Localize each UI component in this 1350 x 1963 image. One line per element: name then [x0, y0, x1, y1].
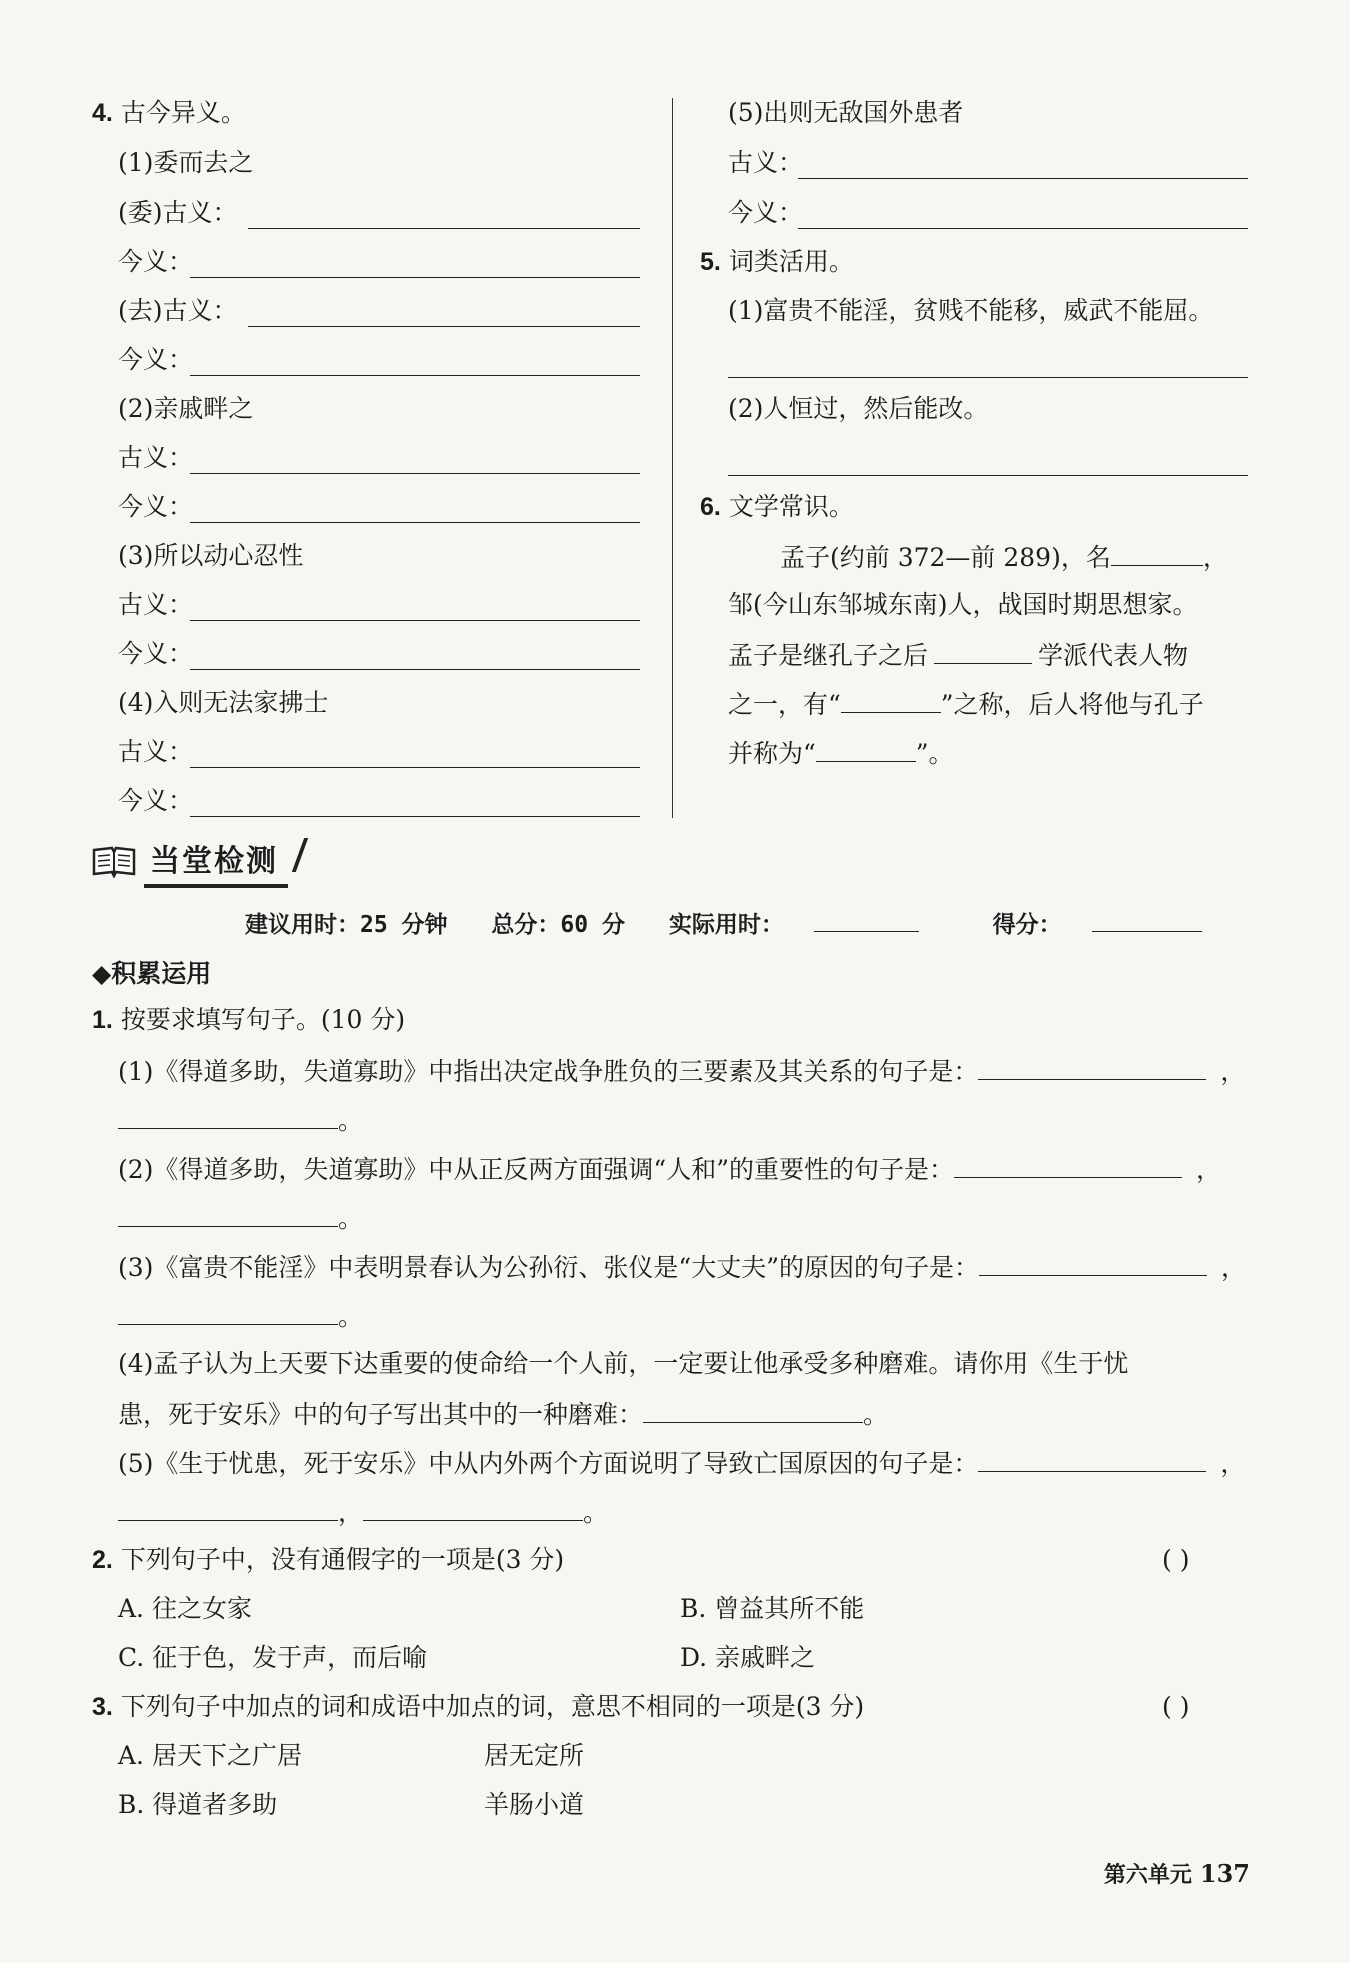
column-divider — [672, 98, 673, 818]
q1-item-5-blank-a[interactable] — [978, 1445, 1206, 1472]
q1-item-5-comma: ， — [1220, 1449, 1246, 1478]
q4-item-1-wei-ancient-blank[interactable] — [248, 228, 640, 229]
q1-item-4-line-1: (4)孟子认为上天要下达重要的使命给一个人前，一定要让他承受多种磨难。请你用《生于忧 — [118, 1349, 1129, 1378]
q4-item-3-ancient-label: 古义： — [118, 590, 194, 619]
q1-item-3-comma: ， — [1220, 1253, 1246, 1282]
q1-item-1-cont — [118, 1102, 363, 1138]
open-book-icon — [92, 844, 136, 878]
score-field — [993, 912, 1232, 938]
q2-answer-paren[interactable]: ( ) — [1162, 1545, 1190, 1574]
q1-item-4-text: 患，死于安乐》中的句子写出其中的一种磨难： — [118, 1400, 644, 1429]
q1-number: 1. — [92, 1006, 113, 1034]
section-title: 当堂检测 — [144, 834, 288, 888]
q3-option-a-idiom: 居无定所 — [484, 1741, 585, 1770]
q1-item-5-cont — [118, 1494, 608, 1530]
q4-item-1-qu-modern-label: 今义： — [118, 345, 194, 374]
q4-item-5-ancient-label: 古义： — [728, 148, 804, 177]
q6-line-3-text-a: 孟子是继孔子之后 — [728, 641, 929, 670]
q4-item-4-modern-label: 今义： — [118, 786, 194, 815]
q4-item-5-modern-label: 今义： — [728, 198, 804, 227]
q4-item-1-wei-modern-blank[interactable] — [190, 277, 640, 278]
q4-item-4-modern-blank[interactable] — [190, 816, 640, 817]
q4-item-1-qu-ancient-blank[interactable] — [248, 326, 640, 327]
q6-title-blank[interactable] — [841, 686, 941, 713]
page-footer — [1104, 1858, 1250, 1889]
q4-item-3-modern-blank[interactable] — [190, 669, 640, 670]
q1-item-5 — [118, 1445, 1245, 1481]
q4-item-1-qu-modern-blank[interactable] — [190, 375, 640, 376]
q1-item-3-text: (3)《富贵不能淫》中表明景春认为公孙衍、张仪是“大丈夫”的原因的句子是： — [118, 1253, 979, 1282]
q2-option-d: D. 亲戚畔之 — [680, 1643, 816, 1672]
q4-heading — [92, 96, 246, 130]
q1-item-2-text: (2)《得道多助，失道寡助》中从正反两方面强调“人和”的重要性的句子是： — [118, 1155, 954, 1184]
q2-option-c: C. 征于色，发于声，而后喻 — [118, 1643, 428, 1672]
subsection-heading: ◆积累运用 — [92, 959, 212, 988]
q5-item-1: (1)富贵不能淫，贫贱不能移，威武不能屈。 — [728, 296, 1214, 325]
score-label: 得分： — [992, 912, 1062, 938]
q5-number: 5. — [700, 248, 721, 276]
score-blank[interactable] — [1092, 909, 1202, 932]
q3-answer-paren[interactable]: ( ) — [1162, 1692, 1190, 1721]
q1-item-1-blank-a[interactable] — [978, 1053, 1206, 1080]
q3-heading — [92, 1690, 864, 1724]
q2-option-b: B. 曾益其所不能 — [680, 1594, 865, 1623]
q1-item-3-cont — [118, 1298, 363, 1334]
q3-option-b-sentence: B. 得道者多助 — [118, 1790, 278, 1819]
q1-item-5-blank-b[interactable] — [118, 1494, 338, 1521]
q1-item-5-mid-comma: ， — [338, 1498, 364, 1527]
unit-label: 第六单元 — [1103, 1863, 1192, 1888]
q1-title: 按要求填写句子。(10 分) — [120, 1005, 406, 1034]
q4-item-4: (4)入则无法家拂士 — [118, 688, 329, 717]
q1-item-4-blank[interactable] — [643, 1396, 863, 1423]
q6-line-1-comma: ， — [1202, 543, 1228, 572]
q1-item-1-period: 。 — [338, 1106, 364, 1135]
q6-number: 6. — [700, 493, 721, 521]
q1-item-1-text: (1)《得道多助，失道寡助》中指出决定战争胜负的三要素及其关系的句子是： — [118, 1057, 979, 1086]
q1-item-5-blank-c[interactable] — [363, 1494, 583, 1521]
q1-item-1 — [118, 1053, 1245, 1089]
q1-item-2 — [118, 1151, 1221, 1187]
q2-option-a: A. 往之女家 — [118, 1594, 252, 1623]
q4-item-1-wei-ancient-label: (委)古义： — [118, 198, 238, 227]
q4-item-1-wei-modern-label: 今义： — [118, 247, 194, 276]
q1-heading — [92, 1003, 405, 1037]
q4-item-3: (3)所以动心忍性 — [118, 541, 304, 570]
actual-time-blank[interactable] — [814, 909, 919, 932]
q6-line-3-text-b: 学派代表人物 — [1038, 641, 1189, 670]
q4-title: 古今异义。 — [120, 98, 246, 127]
q6-name-blank[interactable] — [1111, 539, 1203, 566]
q2-number: 2. — [92, 1546, 113, 1574]
q4-item-2-modern-blank[interactable] — [190, 522, 640, 523]
q5-heading — [700, 245, 854, 279]
q1-item-3-blank-a[interactable] — [979, 1249, 1207, 1276]
q4-item-2-ancient-label: 古义： — [118, 443, 194, 472]
q1-item-4-line-2 — [118, 1396, 888, 1432]
q1-item-2-blank-b[interactable] — [118, 1200, 338, 1227]
section-header — [92, 840, 288, 882]
q4-item-3-modern-label: 今义： — [118, 639, 194, 668]
q6-line-4-text-a: 之一，有“ — [728, 690, 841, 719]
suggested-time: 建议用时：25 分钟 — [245, 912, 448, 938]
q4-item-5-ancient-blank[interactable] — [798, 178, 1248, 179]
q4-item-5: (5)出则无敌国外患者 — [728, 98, 964, 127]
q1-item-2-blank-a[interactable] — [954, 1151, 1182, 1178]
actual-time-label: 实际用时： — [668, 912, 784, 938]
q6-school-blank[interactable] — [934, 637, 1032, 664]
q4-item-1: (1)委而去之 — [118, 148, 254, 177]
q1-item-2-comma: ， — [1195, 1155, 1221, 1184]
total-score: 总分：60 分 — [491, 912, 625, 938]
q4-item-2: (2)亲戚畔之 — [118, 394, 254, 423]
q4-item-4-ancient-blank[interactable] — [190, 767, 640, 768]
q3-number: 3. — [92, 1693, 113, 1721]
q1-item-3-period: 。 — [338, 1302, 364, 1331]
actual-time-field — [669, 912, 949, 938]
test-meta — [245, 906, 1262, 939]
q4-item-2-modern-label: 今义： — [118, 492, 194, 521]
q2-title: 下列句子中，没有通假字的一项是(3 分) — [120, 1545, 565, 1574]
q1-item-1-blank-b[interactable] — [118, 1102, 338, 1129]
q1-item-3 — [118, 1249, 1246, 1285]
q6-line-3 — [728, 637, 1188, 673]
q6-title: 文学常识。 — [728, 492, 854, 521]
q4-item-2-ancient-blank[interactable] — [190, 473, 640, 474]
q1-item-2-period: 。 — [338, 1204, 364, 1233]
q1-item-3-blank-b[interactable] — [118, 1298, 338, 1325]
q1-item-5-text: (5)《生于忧患，死于安乐》中从内外两个方面说明了导致亡国原因的句子是： — [118, 1449, 979, 1478]
q5-item-2: (2)人恒过，然后能改。 — [728, 394, 989, 423]
page-number: 137 — [1199, 1859, 1250, 1888]
q4-item-5-modern-blank[interactable] — [798, 228, 1248, 229]
q6-line-4 — [728, 686, 1204, 722]
q6-joint-name-blank[interactable] — [816, 735, 916, 762]
q6-line-4-text-b: ”之称，后人将他与孔子 — [940, 690, 1204, 719]
q6-line-5-text-a: 并称为“ — [728, 739, 816, 768]
q6-line-1 — [780, 539, 1228, 575]
q5-item-1-blank[interactable] — [728, 377, 1248, 378]
q6-line-1-text: 孟子(约前 372—前 289)，名 — [780, 543, 1111, 572]
q6-line-5-text-b: ”。 — [915, 739, 954, 768]
q3-title: 下列句子中加点的词和成语中加点的词，意思不相同的一项是(3 分) — [120, 1692, 865, 1721]
q3-option-a-sentence: A. 居天下之广居 — [118, 1741, 302, 1770]
q4-item-1-qu-ancient-label: (去)古义： — [118, 296, 238, 325]
q1-item-1-comma: ， — [1220, 1057, 1246, 1086]
q6-heading — [700, 490, 854, 524]
q2-heading — [92, 1543, 564, 1577]
q1-item-5-period: 。 — [583, 1498, 609, 1527]
q6-line-2: 邹(今山东邹城东南)人，战国时期思想家。 — [728, 590, 1198, 619]
q5-title: 词类活用。 — [728, 247, 854, 276]
q1-item-4-period: 。 — [863, 1400, 889, 1429]
q3-option-b-idiom: 羊肠小道 — [484, 1790, 585, 1819]
q5-item-2-blank[interactable] — [728, 475, 1248, 476]
q6-line-5 — [728, 735, 954, 771]
q4-item-4-ancient-label: 古义： — [118, 737, 194, 766]
q4-item-3-ancient-blank[interactable] — [190, 620, 640, 621]
q1-item-2-cont — [118, 1200, 363, 1236]
q4-number: 4. — [92, 99, 113, 127]
